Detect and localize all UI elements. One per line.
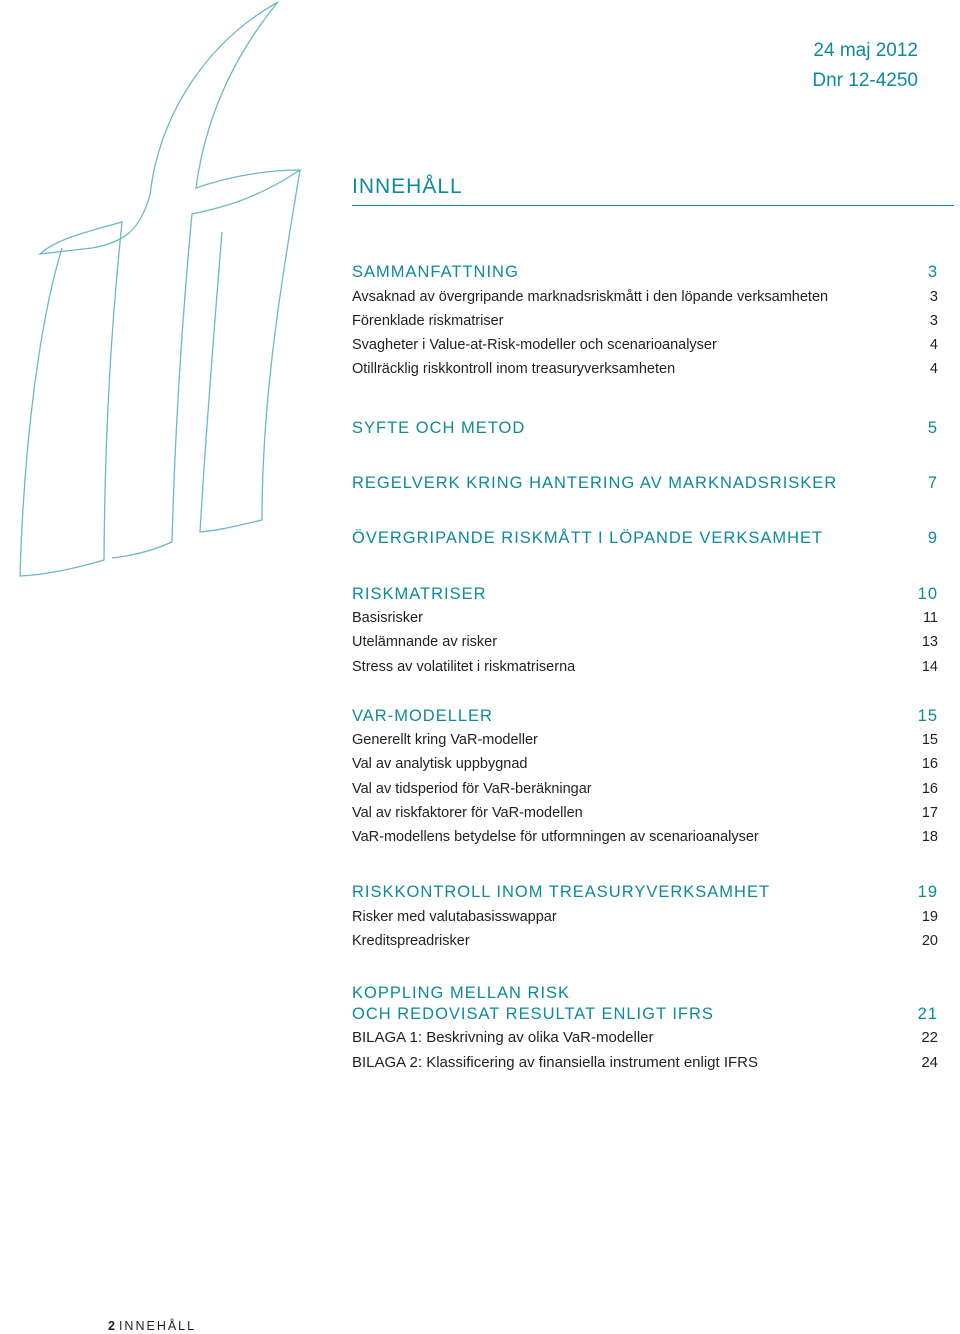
toc-entry-page: 16 — [921, 756, 938, 772]
document-date: 24 maj 2012 — [813, 40, 918, 61]
toc-entry-title: Basisrisker — [352, 610, 423, 626]
toc-entry-page: 16 — [921, 781, 938, 797]
toc-entry[interactable] — [352, 827, 938, 847]
document-dnr: Dnr 12-4250 — [812, 70, 918, 91]
footer-label: INNEHÅLL — [118, 1319, 197, 1333]
toc-entry-page: 19 — [921, 909, 938, 925]
toc-entry-title: Utelämnande av risker — [352, 634, 498, 650]
toc-entry[interactable] — [352, 359, 938, 379]
toc-entry-page: 15 — [917, 707, 938, 725]
toc-entry-title: BILAGA 2: Klassificering av finansiella instrument enligt IFRS — [352, 1054, 759, 1071]
toc-entry-page: 4 — [929, 337, 938, 353]
toc-entry-page: 24 — [921, 1054, 938, 1071]
toc-entry-page: 22 — [921, 1029, 938, 1046]
toc-entry-title: RISKMATRISER — [352, 585, 487, 603]
toc-entry[interactable] — [352, 632, 938, 652]
toc-entry-page: 3 — [929, 313, 938, 329]
document-header — [812, 36, 918, 96]
toc-entry-page: 19 — [917, 883, 938, 901]
toc-entry[interactable] — [352, 261, 938, 283]
toc-entry-title: Förenklade riskmatriser — [352, 313, 504, 329]
toc-entry-title: RISKKONTROLL INOM TREASURYVERKSAMHET — [352, 883, 771, 901]
toc-entry-page: 11 — [922, 610, 938, 626]
page-footer — [108, 1319, 196, 1333]
toc-entry-title: Risker med valutabasisswappar — [352, 909, 557, 925]
toc-entry[interactable] — [352, 730, 938, 750]
toc-entry[interactable] — [352, 417, 938, 439]
toc-entry-title: SYFTE OCH METOD — [352, 419, 526, 437]
toc-entry-page: 18 — [921, 829, 938, 845]
toc-entry-title: Val av tidsperiod för VaR-beräkningar — [352, 781, 592, 797]
toc-entry-page: 14 — [921, 659, 938, 675]
toc-entry[interactable] — [352, 754, 938, 774]
toc-entry-page: 5 — [927, 419, 938, 437]
toc-title: INNEHÅLL — [352, 175, 463, 198]
toc-entry-title: Avsaknad av övergripande marknadsriskmått i den löpande verksamheten — [352, 289, 829, 305]
page-number: 2 — [108, 1319, 115, 1333]
toc-entry-page: 20 — [921, 933, 938, 949]
toc-entry-title: Otillräcklig riskkontroll inom treasuryverksamheten — [352, 361, 676, 377]
toc-entry[interactable] — [352, 1003, 938, 1025]
toc-title-divider — [352, 205, 954, 206]
toc-entry-title: Generellt kring VaR-modeller — [352, 732, 538, 748]
toc-entry[interactable] — [352, 907, 938, 927]
toc-entry-page: 17 — [921, 805, 938, 821]
toc-entry[interactable] — [352, 881, 938, 903]
toc-entry-heading-line[interactable]: KOPPLING MELLAN RISK — [352, 984, 571, 1002]
toc-entry[interactable] — [352, 335, 938, 355]
toc-entry-title: Kreditspreadrisker — [352, 933, 470, 949]
toc-entry[interactable] — [352, 657, 938, 677]
toc-entry[interactable] — [352, 527, 938, 549]
toc-entry[interactable] — [352, 779, 938, 799]
toc-entry[interactable] — [352, 472, 938, 494]
toc-entry-title: Val av analytisk uppbygnad — [352, 756, 528, 772]
toc-entry-title: Svagheter i Value-at-Risk-modeller och scenarioanalyser — [352, 337, 717, 353]
toc-entry[interactable] — [352, 608, 938, 628]
toc-entry-page: 13 — [921, 634, 938, 650]
toc-entry-title: VAR-MODELLER — [352, 707, 493, 725]
toc-entry-page: 9 — [927, 529, 938, 547]
toc-entry-title: VaR-modellens betydelse för utformningen av scenarioanalyser — [352, 829, 759, 845]
toc-entry-title: Val av riskfaktorer för VaR-modellen — [352, 805, 583, 821]
toc-entry[interactable] — [352, 583, 938, 605]
toc-entry-page: 7 — [927, 474, 938, 492]
toc-entry-page: 3 — [927, 263, 938, 281]
toc-entry-page: 15 — [921, 732, 938, 748]
toc-entry-page: 4 — [929, 361, 938, 377]
toc-entry[interactable] — [352, 705, 938, 727]
toc-entry-title: REGELVERK KRING HANTERING AV MARKNADSRISKER — [352, 474, 838, 492]
toc-entry[interactable] — [352, 1053, 938, 1073]
toc-entry-title: SAMMANFATTNING — [352, 263, 519, 281]
toc-entry-title: OCH REDOVISAT RESULTAT ENLIGT IFRS — [352, 1005, 714, 1023]
toc-entry-page: 10 — [917, 585, 938, 603]
toc-entry-title: Stress av volatilitet i riskmatriserna — [352, 659, 576, 675]
toc-entry[interactable] — [352, 931, 938, 951]
toc-entry[interactable] — [352, 311, 938, 331]
toc-entry[interactable] — [352, 287, 938, 307]
toc-entry-page: 3 — [929, 289, 938, 305]
toc-entry-title: BILAGA 1: Beskrivning av olika VaR-modeller — [352, 1029, 654, 1046]
toc-entry[interactable] — [352, 803, 938, 823]
toc-entry-title: ÖVERGRIPANDE RISKMÅTT I LÖPANDE VERKSAMHET — [352, 529, 824, 547]
toc-entry[interactable] — [352, 1028, 938, 1048]
toc-entry-page: 21 — [917, 1005, 938, 1023]
fi-logo-watermark — [0, 0, 340, 600]
